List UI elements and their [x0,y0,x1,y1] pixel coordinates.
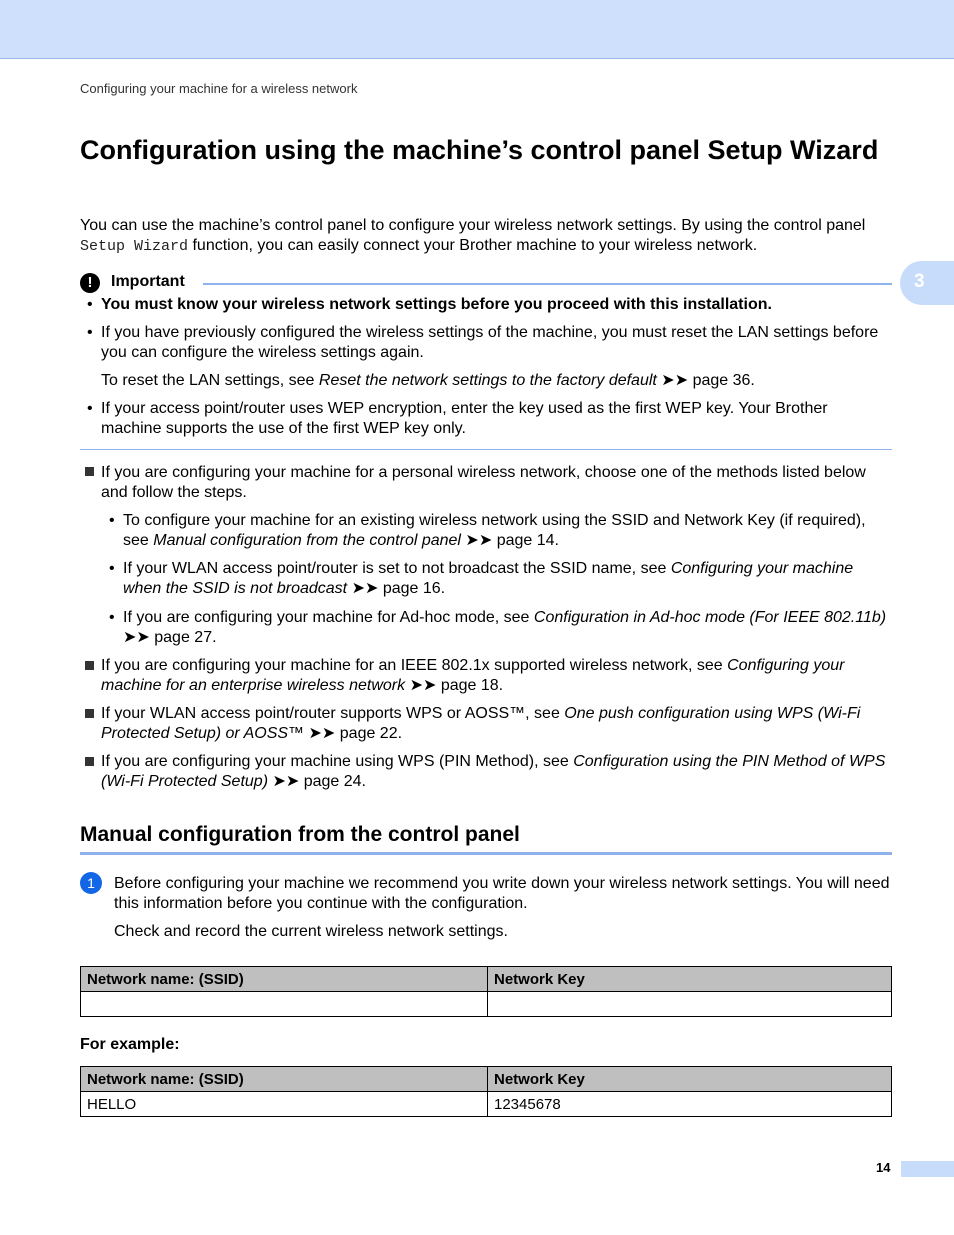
example-label: For example: [80,1036,180,1053]
bullet-icon: • [109,560,115,577]
sub-text: If your WLAN access point/router is set to not broadcast the SSID name, see [123,560,671,577]
sub-text: If you are configuring your machine for Ad-hoc mode, see [123,609,534,626]
important-label: Important [111,273,185,290]
important-end-rule [80,449,892,450]
chapter-tab [900,261,954,305]
sub-text: To configure your machine for an existing wireless network using the SSID and Network Key (if required), see [123,512,866,549]
square-bullet-icon [85,757,94,766]
intro-text-1: You can use the machine’s control panel to configure your wireless network settings. By using the control panel [80,217,866,234]
square-bullet-icon [85,661,94,670]
xref-manual-config[interactable]: Manual configuration from the control panel [153,532,461,549]
step-number-icon: 1 [80,872,102,894]
page-ref: ➤➤ page 24. [268,773,366,790]
important-header [80,272,892,294]
page-ref: ➤➤ page 18. [405,677,504,694]
bullet-icon: • [87,400,93,417]
cell-ssid: HELLO [81,1092,488,1117]
important-exclamation-icon: ! [80,273,100,293]
col-header-ssid: Network name: (SSID) [81,967,488,992]
xref-wps-pin[interactable]: Configuration using the PIN Method of WPS (Wi-Fi Protected Setup) [101,753,886,790]
page-ref: ➤➤ page 22. [304,725,403,742]
bullet-icon: • [87,324,93,341]
section-rule [80,852,892,855]
step-text: Before configuring your machine we recommend you write down your wireless network settings. You will need this information before you continue with the configuration. [114,875,890,912]
cell-ssid [81,992,488,1017]
important-bullet-1: You must know your wireless network settings before you proceed with this installation. [101,296,772,313]
col-header-network-key: Network Key [488,967,892,992]
xref-reset-network[interactable]: Reset the network settings to the factory default [318,372,657,389]
intro-text-2: function, you can easily connect your Brother machine to your wireless network. [188,237,758,254]
page-tab [901,1161,954,1177]
chapter-number: 3 [914,271,925,292]
important-bullet-3: If your access point/router uses WEP encryption, enter the key used as the first WEP key. Your Brother machine supports the use of the first WEP key only. [101,400,828,437]
col-header-ssid: Network name: (SSID) [81,1067,488,1092]
page-ref: ➤➤ page 16. [347,580,446,597]
step-subtext: Check and record the current wireless network settings. [114,923,508,940]
xref-ssid-not-broadcast[interactable]: Configuring your machine when the SSID is not broadcast [123,560,854,597]
table-row [81,1092,892,1117]
page-ref: ➤➤ page 27. [123,629,217,646]
sub-method-ssid [123,511,892,551]
method-personal: If you are configuring your machine for a personal wireless network, choose one of the methods listed below and follow the steps. [101,464,866,501]
cell-network-key: 12345678 [488,1092,892,1117]
header-band [0,0,954,59]
sub-method-adhoc [123,608,892,648]
cell-network-key [488,992,892,1017]
page-number: 14 [876,1160,891,1175]
sub-text: If you are configuring your machine using WPS (PIN Method), see [101,753,574,770]
settings-record-table [80,966,892,1017]
page-ref: ➤➤ page 14. [460,532,559,549]
section-heading: Manual configuration from the control panel [80,823,520,846]
sub-text: If you are configuring your machine for an IEEE 802.1x supported wireless network, see [101,657,728,674]
bullet-icon: • [109,609,115,626]
table-row [81,992,892,1017]
running-head: Configuring your machine for a wireless network [80,81,358,96]
sub-text: If your WLAN access point/router supports WPS or AOSS™, see [101,705,565,722]
important-rule [203,283,892,285]
important-bullet-2: If you have previously configured the wireless settings of the machine, you must reset the LAN settings before you can configure the wireless settings again. [101,324,879,361]
example-table [80,1066,892,1117]
square-bullet-icon [85,709,94,718]
bullet-icon: • [109,512,115,529]
sub-text: To reset the LAN settings, see [101,372,319,389]
important-bullet-2-sub [101,371,892,391]
intro-paragraph [80,216,892,257]
setup-wizard-code: Setup Wizard [80,238,189,255]
sub-method-hidden-ssid [123,559,892,599]
method-wps-pin [101,752,892,792]
xref-one-push[interactable]: One push configuration using WPS (Wi-Fi Protected Setup) or AOSS™ [101,705,861,742]
col-header-network-key: Network Key [488,1067,892,1092]
method-wps-aoss [101,704,892,744]
page-ref: ➤➤ page 36. [656,372,755,389]
method-enterprise [101,656,892,696]
bullet-icon: • [87,296,93,313]
xref-enterprise[interactable]: Configuring your machine for an enterprise wireless network [101,657,845,694]
square-bullet-icon [85,467,94,476]
xref-adhoc[interactable]: Configuration in Ad-hoc mode (For IEEE 802.11b) [533,609,887,626]
page-title: Configuration using the machine’s control panel Setup Wizard [80,135,879,165]
